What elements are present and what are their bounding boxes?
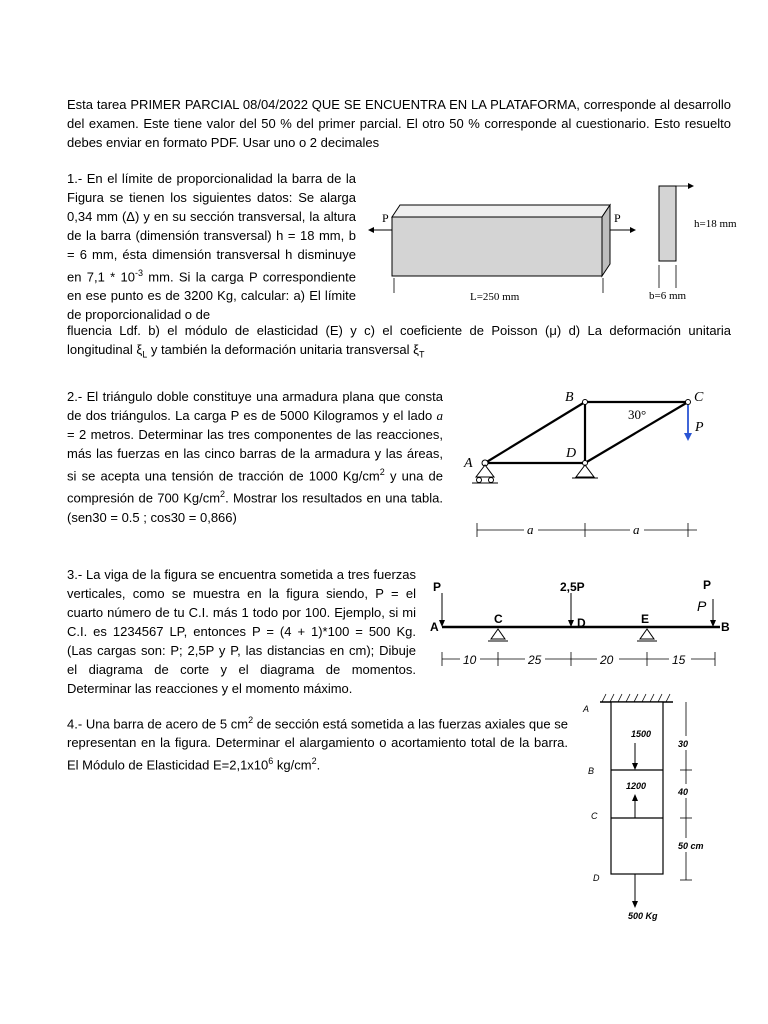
- q4-dim-40: 40: [678, 787, 689, 797]
- q4-paragraph: 4.- Una barra de acero de 5 $cm^2$ de sección está sometida a las fuerzas axiales que se representan en la figura. Determinar el alargamiento o acortamiento total de la barra. El Módulo de Elasticidad $E=2,1x10^6$ $kg/cm^2$.: [67, 715, 568, 773]
- q3-beam-figure: [425, 575, 740, 675]
- q3-label-c: C: [494, 612, 503, 626]
- q1-height-label: h=18 mm: [694, 218, 737, 230]
- q1-p-left-label: P: [382, 211, 389, 225]
- q3-dim-2: 25: [528, 653, 542, 667]
- q4-label-a: A: [583, 704, 590, 714]
- q2-angle-label: 30°: [628, 407, 647, 422]
- q1-paragraph-continued: fluencia Ldf. b) el módulo de elasticidad (E) y c) el coeficiente de Poisson (μ) d) La deformación unitaria longitudinal $\xi_L$ y también la deformación unitaria transversal $\xi_T$: [67, 323, 731, 360]
- q1-paragraph: 1.- En el límite de proporcionalidad la barra de la Figura se tienen los siguientes datos: Se alarga 0,34 mm (Δ) y en su sección transversal, la altura de la barra (dimensión transversal) h = 18 mm, b = 6 mm, ésta dimensión transversal h disminuye en $7,1 * 10^{-3}$ mm. Si la carga P correspondiente en ese punto es de 3200 Kg, calcular: a) El límite de proporcionalidad o de: [67, 171, 356, 323]
- q2-label-d: D: [566, 446, 577, 461]
- q1-p-right-label: P: [614, 211, 621, 225]
- q3-label-p3: P: [703, 578, 712, 592]
- q4-label-b: B: [588, 766, 595, 776]
- q3-label-a: A: [430, 620, 439, 634]
- q3-label-p2: 2,5P: [560, 580, 585, 594]
- q4-force-1500: 1500: [631, 729, 652, 739]
- q4-force-1200: 1200: [626, 781, 647, 791]
- q4-label-d: D: [593, 873, 600, 883]
- q3-label-b: B: [721, 620, 730, 634]
- intro-paragraph: Esta tarea PRIMER PARCIAL 08/04/2022 QUE SE ENCUENTRA EN LA PLATAFORMA, corresponde al desarrollo del examen. Este tiene valor del 50 % del primer parcial. El otro 50 % corresponde al cuestionario. Esto resuelto debes enviar en formato PDF. Usar uno o 2 decimales: [67, 97, 731, 150]
- q4-axial-bar-figure: [578, 690, 728, 930]
- q3-dim-4: 15: [672, 653, 686, 667]
- q3-paragraph: 3.- La viga de la figura se encuentra sometida a tres fuerzas verticales, como se muestra en la figura siendo, P = el cuarto número de tu C.I. más 1 todo por 100. Ejemplo, si mi C.I. es 1234567 LP, entonces P = (4 + 1)*100 = 500 Kg. (Las cargas son: P; 2,5P y P, las distancias en cm); Dibuje el diagrama de corte y el diagrama de momentos. Determinar las reacciones y el momento máximo.: [67, 567, 416, 696]
- q3-label-p1: P: [433, 580, 442, 594]
- q1-bar-figure: [362, 175, 747, 310]
- q3-dim-3: 20: [600, 653, 614, 667]
- q3-label-d: D: [577, 616, 586, 630]
- q2-dim-a1: a: [527, 522, 534, 537]
- q2-label-b: B: [565, 390, 574, 405]
- q2-truss-figure: [452, 383, 722, 548]
- q2-label-p: P: [695, 420, 704, 435]
- q1-width-label: b=6 mm: [649, 290, 687, 302]
- q2-label-a: A: [464, 456, 473, 471]
- q3-label-e: E: [641, 612, 650, 626]
- q2-dim-a2: a: [633, 522, 640, 537]
- q3-label-p3b: P: [697, 598, 707, 614]
- q3-dim-1: 10: [463, 653, 477, 667]
- q4-label-c: C: [591, 811, 598, 821]
- q4-load-label: 500 Kg: [628, 911, 658, 921]
- q1-length-label: L=250 mm: [470, 291, 520, 303]
- q4-dim-30: 30: [678, 739, 689, 749]
- q4-dim-50: 50 cm: [678, 841, 704, 851]
- q2-paragraph: 2.- El triángulo doble constituye una armadura plana que consta de dos triángulos. La carga P es de 5000 Kilogramos y el lado a = 2 metros. Determinar las tres componentes de las reacciones, más las fuerzas en las cinco barras de la armadura y las áreas, si se acepta una tensión de tracción de 1000 $Kg/cm^2$ y una de compresión de 700 $Kg/cm^2$. Mostrar los resultados en una tabla. (sen30 = 0.5 ; cos30 = 0,866): [67, 389, 443, 525]
- q2-label-c: C: [694, 390, 704, 405]
